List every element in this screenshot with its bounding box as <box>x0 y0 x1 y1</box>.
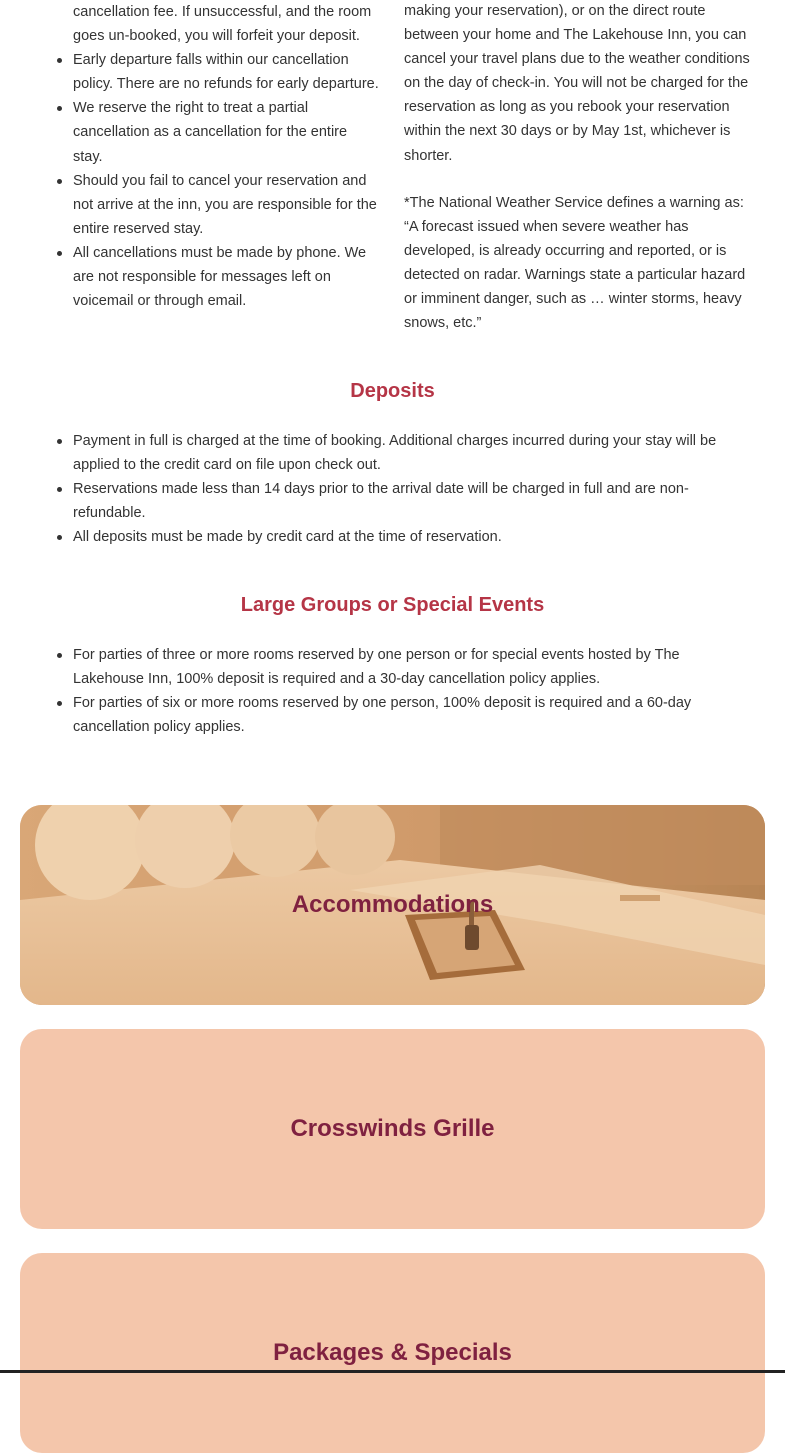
deposits-list <box>73 429 753 549</box>
list-item: Early departure falls within our cancellation policy. There are no refunds for early departure. <box>73 48 393 96</box>
deposits-heading: Deposits <box>350 380 435 402</box>
list-item: For parties of six or more rooms reserved by one person, 100% deposit is required and a 60-day cancellation policy applies. <box>73 691 753 739</box>
list-item: All cancellations must be made by phone. We are not responsible for messages left on voicemail or through email. <box>73 241 393 313</box>
crosswinds-grille-card[interactable] <box>20 1029 765 1229</box>
accommodations-card[interactable] <box>20 805 765 1005</box>
list-item: All deposits must be made by credit card at the time of reservation. <box>73 525 753 549</box>
large-groups-heading: Large Groups or Special Events <box>240 594 545 616</box>
list-item: Payment in full is charged at the time of booking. Additional charges incurred during your stay will be applied to the credit card on file upon check out. <box>73 429 753 477</box>
cancellation-policy-list <box>73 0 393 313</box>
crosswinds-grille-title: Crosswinds Grille <box>290 1115 495 1142</box>
packages-specials-card[interactable] <box>20 1253 765 1453</box>
list-item: For parties of three or more rooms reserved by one person or for special events hosted by The Lakehouse Inn, 100% deposit is required and a 30-day cancellation policy applies. <box>73 643 753 691</box>
weather-warning-definition: *The National Weather Service defines a warning as: “A forecast issued when severe weather has developed, is already occurring and reported, or is detected on radar. Warnings state a particular hazard or imminent danger, such as … winter storms, heavy snows, etc.” <box>404 195 746 332</box>
packages-specials-title: Packages & Specials <box>273 1339 512 1366</box>
accommodations-title: Accommodations <box>291 891 494 918</box>
weather-policy-paragraph: making your reservation), or on the direct route between your home and The Lakehouse Inn, you can cancel your travel plans due to the weather conditions on the day of check-in. You will not be charged for the reservation as long as you rebook your reservation within the next 30 days or by May 1st, whichever is shorter. <box>404 3 750 164</box>
large-groups-list <box>73 643 753 739</box>
list-item: Should you fail to cancel your reservation and not arrive at the inn, you are responsible for the entire reserved stay. <box>73 169 393 241</box>
list-item: Reservations made less than 14 days prior to the arrival date will be charged in full and are non- refundable. <box>73 477 753 525</box>
list-item: We reserve the right to treat a partial cancellation as a cancellation for the entire stay. <box>73 96 393 168</box>
list-item: cancellation fee. If unsuccessful, and the room goes un-booked, you will forfeit your deposit. <box>73 4 372 45</box>
